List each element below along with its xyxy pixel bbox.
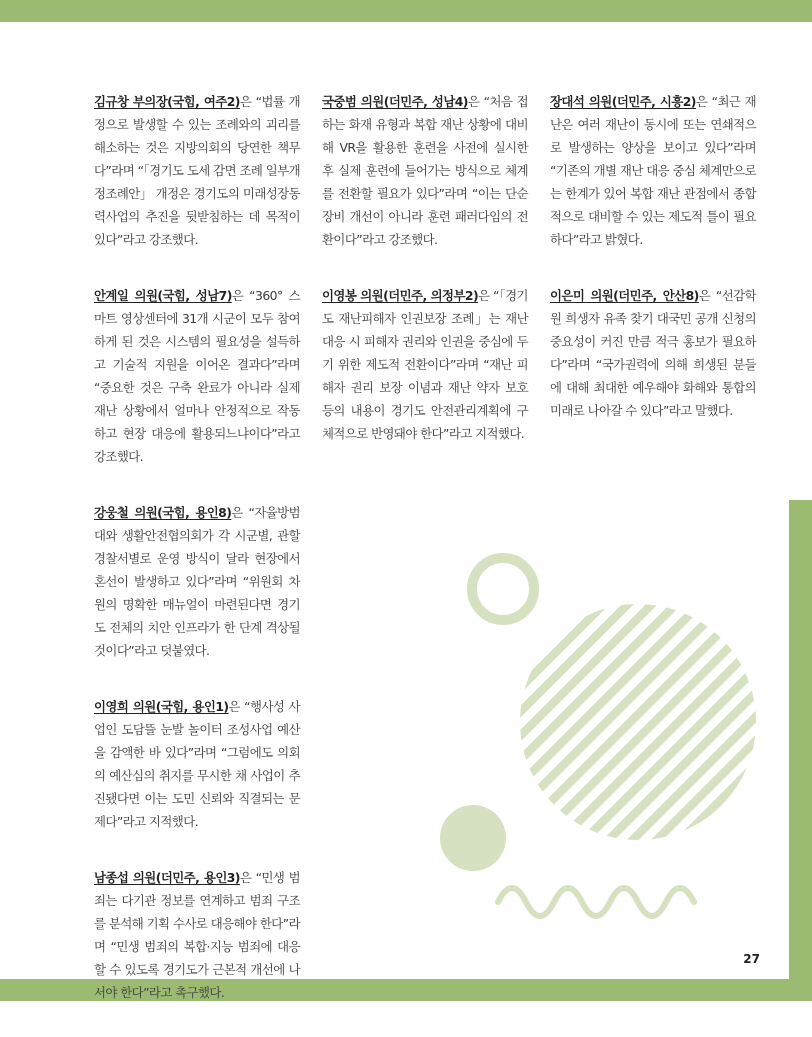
- speaker-name: 김규창 부의장(국힘, 여주2): [94, 94, 240, 109]
- statement-text: 은 “법률 개정으로 발생할 수 있는 조례와의 괴리를 해소하는 것은 지방의회의 당연한 책무다”라며 “「경기도 도세 감면 조례 일부개정조례안」 개정은 경기도의 미래성장동력사업의 추진을 뒷받침하는 데 목적이 있다”라고 강조했다.: [94, 94, 300, 247]
- text-column-right: [550, 90, 756, 455]
- decor-ring: [472, 558, 534, 620]
- statement-text: 은 “「경기도 재난피해자 인권보장 조례」는 재난 대응 시 피해자 권리와 인권을 중심에 두기 위한 제도적 전환이다”라며 “재난 피해자 권리 보장 이념과 재난 약자 보호 등의 내용이 경기도 안전관리계획에 구체적으로 반영돼야 한다”라고 지적했다.: [322, 288, 528, 441]
- speaker-name: 안계일 의원(국힘, 성남7): [94, 288, 232, 303]
- speaker-name: 이영희 의원(국힘, 용인1): [94, 699, 229, 714]
- speaker-name: 국중범 의원(더민주, 성남4): [322, 94, 468, 109]
- statement-paragraph: [94, 90, 300, 251]
- statement-text: 은 “최근 재난은 여러 재난이 동시에 또는 연쇄적으로 발생하는 양상을 보이고 있다”라며 “기존의 개별 재난 대응 중심 체계만으로는 한계가 있어 복합 재난 관점에서 종합적으로 대비할 수 있는 제도적 틀이 필요하다”라고 밝혔다.: [550, 94, 756, 247]
- statement-paragraph: [94, 501, 300, 662]
- decor-wave: [498, 888, 694, 916]
- statement-paragraph: [322, 90, 528, 251]
- statement-paragraph: [94, 695, 300, 833]
- statement-paragraph: [94, 284, 300, 468]
- right-accent-band: [789, 500, 812, 979]
- statement-text: 은 “행사성 사업인 도담뜰 눈발 놀이터 조성사업 예산을 감액한 바 있다”라며 “그럼에도 의회의 예산심의 취지를 무시한 채 사업이 추진됐다면 이는 도민 신뢰와 직결되는 문제다”라고 지적했다.: [94, 699, 300, 829]
- text-column-middle: [322, 90, 528, 478]
- speaker-name: 이은미 의원(더민주, 안산8): [550, 288, 699, 303]
- statement-paragraph: [550, 90, 756, 251]
- speaker-name: 남종섭 의원(더민주, 용인3): [94, 870, 240, 885]
- decor-solid-circle: [440, 805, 506, 871]
- top-accent-band: [0, 0, 812, 22]
- page-number: 27: [743, 952, 760, 966]
- statement-text: 은 “처음 접하는 화재 유형과 복합 재난 상황에 대비해 VR을 활용한 훈련을 사전에 실시한 후 실제 훈련에 들어가는 방식으로 체계를 전환할 필요가 있다”라며 “이는 단순 장비 개선이 아니라 훈련 패러다임의 전환이다”라고 강조했다.: [322, 94, 528, 247]
- speaker-name: 장대석 의원(더민주, 시흥2): [550, 94, 696, 109]
- statement-paragraph: [550, 284, 756, 422]
- statement-text: 은 “360° 스마트 영상센터에 31개 시군이 모두 참여하게 된 것은 시스템의 필요성을 설득하고 기술적 지원을 이어온 결과다”라며 “중요한 것은 구축 완료가 아니라 실제 재난 상황에서 얼마나 안정적으로 작동하고 현장 대응에 활용되느냐이다”라고 강조했다.: [94, 288, 300, 464]
- statement-text: 은 “선감학원 희생자 유족 찾기 대국민 공개 신청의 중요성이 커진 만큼 적극 홍보가 필요하다”라며 “국가권력에 의해 희생된 분들에 대해 최대한 예우해야 화해와 통합의 미래로 나아갈 수 있다”라고 말했다.: [550, 288, 756, 418]
- statement-text: 은 “민생 범죄는 다기관 정보를 연계하고 범죄 구조를 분석해 기획 수사로 대응해야 한다”라며 “민생 범죄의 복합·지능 범죄에 대응할 수 있도록 경기도가 근본적 개선에 나서야 한다”라고 촉구했다.: [94, 870, 300, 1000]
- statement-text: 은 “자율방범대와 생활안전협의회가 각 시군별, 관할 경찰서별로 운영 방식이 달라 현장에서 혼선이 발생하고 있다”라며 “위원회 차원의 명확한 매뉴얼이 마련된다면 경기도 전체의 치안 인프라가 한 단계 격상될 것이다”라고 덧붙였다.: [94, 505, 300, 658]
- speaker-name: 이영봉 의원(더민주, 의정부2): [322, 288, 479, 303]
- text-column-left: [94, 90, 300, 1037]
- statement-paragraph: [322, 284, 528, 445]
- speaker-name: 강웅철 의원(국힘, 용인8): [94, 505, 232, 520]
- statement-paragraph: [94, 866, 300, 1004]
- decor-striped-circle: [520, 604, 756, 840]
